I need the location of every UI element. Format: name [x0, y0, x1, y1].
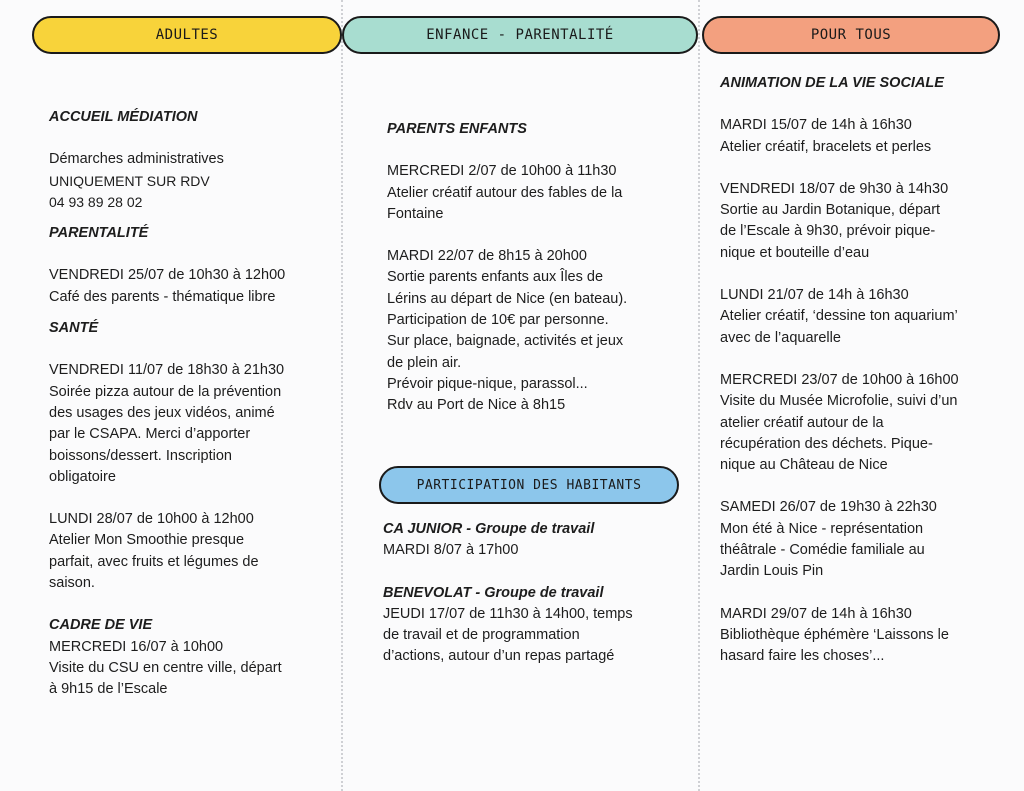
event-desc: Sortie au Jardin Botanique, départ	[720, 202, 941, 219]
column-enfance	[387, 119, 687, 417]
section-title-cadre: CADRE DE VIE	[49, 617, 153, 634]
section-title-sante: SANTÉ	[49, 320, 99, 337]
event-desc: Jardin Louis Pin	[720, 563, 824, 580]
event-date: MERCREDI 16/07 à 10h00	[49, 638, 224, 655]
event-desc: par le CSAPA. Merci d’apporter	[49, 426, 251, 443]
event-desc: de plein air.	[387, 354, 462, 371]
event-date: VENDREDI 11/07 de 18h30 à 21h30	[49, 362, 285, 379]
event-desc: Visite du CSU en centre ville, départ	[49, 659, 282, 676]
event-desc: des usages des jeux vidéos, animé	[49, 404, 275, 421]
column-adultes	[49, 107, 334, 701]
text-line: Démarches administratives	[49, 151, 224, 168]
event-desc: hasard faire les choses’...	[720, 648, 885, 665]
event-desc: boissons/dessert. Inscription	[49, 447, 232, 464]
event-desc: Soirée pizza autour de la prévention	[49, 383, 282, 400]
event-desc: Atelier créatif, ‘dessine ton aquarium’	[720, 308, 958, 325]
event-date: MARDI 8/07 à 17h00	[383, 542, 519, 559]
event-desc: Atelier créatif autour des fables de la	[387, 184, 623, 201]
section-title-accueil: ACCUEIL MÉDIATION	[49, 109, 198, 125]
header-pour-tous	[702, 16, 1000, 54]
event-desc: Rdv au Port de Nice à 8h15	[387, 397, 566, 414]
header-adultes-label: ADULTES	[155, 27, 219, 43]
event-desc: de travail et de programmation	[383, 627, 580, 644]
event-date: VENDREDI 18/07 de 9h30 à 14h30	[720, 180, 949, 197]
header-pour-tous-label: POUR TOUS	[810, 27, 892, 43]
event-date: MARDI 22/07 de 8h15 à 20h00	[387, 248, 587, 265]
event-date: JEUDI 17/07 de 11h30 à 14h00, temps	[383, 605, 633, 622]
event-desc: avec de l’aquarelle	[720, 329, 841, 346]
event-desc: à 9h15 de l’Escale	[49, 681, 168, 698]
event-desc: nique au Château de Nice	[720, 457, 888, 474]
event-desc: d’actions, autour d’un repas partagé	[383, 648, 615, 665]
event-desc: Sortie parents enfants aux Îles de	[387, 269, 604, 286]
section-title-benevolat: BENEVOLAT - Groupe de travail	[383, 584, 604, 601]
event-desc: atelier créatif autour de la	[720, 414, 884, 431]
event-desc: Lérins au départ de Nice (en bateau).	[387, 290, 628, 307]
event-desc: Sur place, baignade, activités et jeux	[387, 333, 624, 350]
event-desc: Café des parents - thématique libre	[49, 288, 276, 305]
header-enfance-label: ENFANCE - PARENTALITÉ	[426, 27, 614, 43]
event-date: MERCREDI 2/07 de 10h00 à 11h30	[387, 163, 617, 180]
event-desc: Fontaine	[387, 205, 444, 222]
phone-number: 04 93 89 28 02	[49, 193, 143, 210]
event-desc: récupération des déchets. Pique-	[720, 435, 933, 452]
event-desc: théâtrale - Comédie familiale au	[720, 542, 925, 559]
header-participation-label: PARTICIPATION DES HABITANTS	[416, 477, 642, 493]
text-line: UNIQUEMENT SUR RDV	[49, 172, 210, 189]
event-desc: Prévoir pique-nique, parassol...	[387, 375, 588, 392]
column-divider	[341, 0, 343, 791]
event-desc: Mon été à Nice - représentation	[720, 520, 924, 537]
section-title-animation: ANIMATION DE LA VIE SOCIALE	[720, 75, 944, 91]
event-date: MERCREDI 23/07 de 10h00 à 16h00	[720, 371, 959, 388]
event-desc: Visite du Musée Microfolie, suivi d’un	[720, 393, 958, 410]
header-participation	[379, 466, 679, 504]
event-date: MARDI 15/07 de 14h à 16h30	[720, 117, 912, 134]
event-desc: nique et bouteille d’eau	[720, 244, 870, 261]
event-date: LUNDI 28/07 de 10h00 à 12h00	[49, 511, 254, 528]
event-date: VENDREDI 25/07 de 10h30 à 12h00	[49, 267, 286, 284]
event-desc: Atelier Mon Smoothie presque	[49, 532, 245, 549]
section-title-parentalite: PARENTALITÉ	[49, 225, 149, 242]
event-desc: Participation de 10€ par personne.	[387, 312, 609, 329]
header-adultes	[32, 16, 342, 54]
event-date: LUNDI 21/07 de 14h à 16h30	[720, 287, 909, 304]
event-date: MARDI 29/07 de 14h à 16h30	[720, 605, 912, 622]
event-desc: Atelier créatif, bracelets et perles	[720, 138, 932, 155]
event-desc: Bibliothèque éphémère ‘Laissons le	[720, 626, 949, 643]
event-desc: obligatoire	[49, 468, 116, 485]
event-date: SAMEDI 26/07 de 19h30 à 22h30	[720, 499, 937, 516]
event-desc: de l’Escale à 9h30, prévoir pique-	[720, 223, 936, 240]
event-desc: parfait, avec fruits et légumes de	[49, 553, 259, 570]
section-title-ca-junior: CA JUNIOR - Groupe de travail	[383, 521, 595, 537]
column-participation	[383, 519, 688, 668]
event-desc: saison.	[49, 575, 95, 592]
column-divider	[698, 0, 700, 791]
column-pour-tous	[720, 73, 1015, 668]
section-title-parents-enfants: PARENTS ENFANTS	[387, 121, 527, 137]
header-enfance	[342, 16, 698, 54]
